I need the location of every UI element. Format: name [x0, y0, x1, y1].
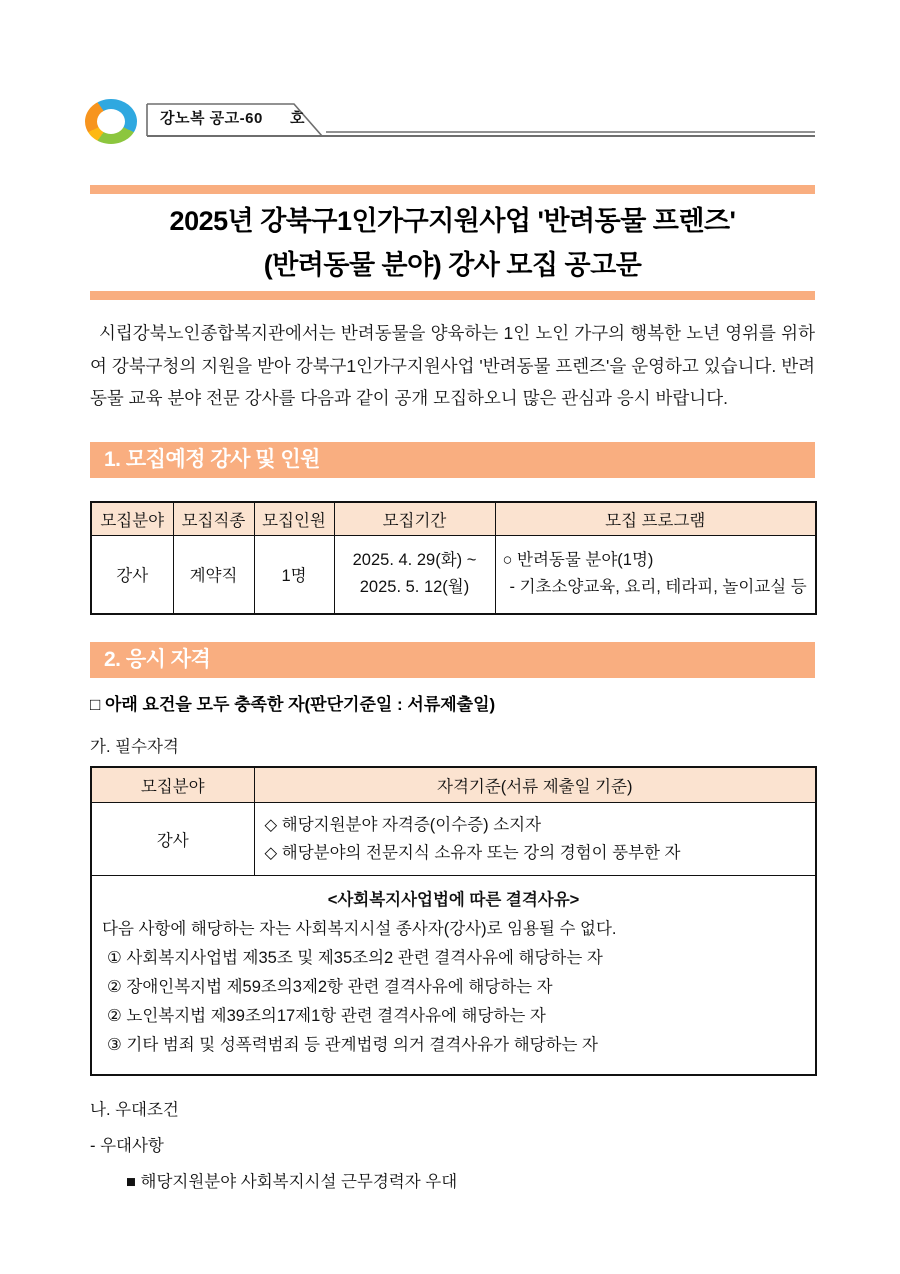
- disqualification-intro: 다음 사항에 해당하는 자는 사회복지시설 종사자(강사)로 임용될 수 없다.: [102, 920, 617, 938]
- sub-label-required: 가. 필수자격: [90, 737, 179, 756]
- cell-program: [495, 536, 816, 614]
- sub-label-preference: 나. 우대조건: [90, 1101, 179, 1119]
- disqualification-title: <사회복지사업법에 따른 결격사유>: [327, 891, 580, 909]
- criteria-item-1: ◇ 해당지원분야 자격증(이수증) 소지자: [264, 816, 542, 834]
- title-line-1: 2025년 강북구1인가구지원사업 '반려동물 프렌즈': [169, 206, 736, 236]
- criteria-item-2: ◇ 해당분야의 전문지식 소유자 또는 강의 경험이 풍부한 자: [264, 844, 681, 862]
- disqualification-cell: [91, 876, 816, 1076]
- disqualification-item-4: ③ 기타 범죄 및 성폭력범죄 등 관계법령 의거 결격사유가 해당하는 자: [107, 1036, 598, 1054]
- disqualification-item-3: ② 노인복지법 제39조의17제1항 관련 결격사유에 해당하는 자: [107, 1007, 546, 1025]
- cell-headcount: 1명: [254, 536, 334, 614]
- qual-cell-field: 강사: [91, 803, 254, 876]
- section1-heading: 1. 모집예정 강사 및 인원: [90, 442, 815, 478]
- title-bottom-bar: [90, 291, 815, 300]
- qualification-data-row: [91, 803, 816, 876]
- recruitment-table-data-row: [91, 536, 816, 614]
- qualification-table: [90, 766, 817, 1077]
- title-lines: [90, 194, 815, 291]
- qual-col-header-criteria: 자격기준(서류 제출일 기준): [254, 767, 816, 803]
- preference-item: ■ 해당지원분야 사회복지시설 근무경력자 우대: [126, 1173, 458, 1191]
- disqualification-item-1: ① 사회복지사업법 제35조 및 제35조의2 관련 결격사유에 해당하는 자: [107, 949, 603, 967]
- preference-label: - 우대사항: [90, 1137, 164, 1155]
- col-header-program: 모집 프로그램: [495, 502, 816, 536]
- qual-col-header-field: 모집분야: [91, 767, 254, 803]
- period-line-1: 2025. 4. 29(화) ~: [352, 551, 477, 570]
- col-header-headcount: 모집인원: [254, 502, 334, 536]
- disqualification-row: [91, 876, 816, 1076]
- period-line-2: 2025. 5. 12(월): [359, 578, 470, 597]
- cell-job-type: 계약직: [173, 536, 254, 614]
- col-header-field: 모집분야: [91, 502, 173, 536]
- col-header-period: 모집기간: [334, 502, 495, 536]
- requirement-note: □ 아래 요건을 모두 충족한 자(판단기준일 : 서류제출일): [90, 694, 496, 714]
- cell-period: [334, 536, 495, 614]
- col-header-job-type: 모집직종: [173, 502, 254, 536]
- title-top-bar: [90, 185, 815, 194]
- disqualification-item-2: ② 장애인복지법 제59조의3제2항 관련 결격사유에 해당하는 자: [107, 978, 553, 996]
- document-body: [90, 185, 815, 1192]
- qual-cell-criteria: [254, 803, 816, 876]
- qualification-header-row: [91, 767, 816, 803]
- document-header: [85, 96, 815, 146]
- program-line-1: ○ 반려동물 분야(1명): [502, 551, 654, 570]
- cell-field: 강사: [91, 536, 173, 614]
- intro-paragraph: 시립강북노인종합복지관에서는 반려동물을 양육하는 1인 노인 가구의 행복한 노년 영위를 위하여 강북구청의 지원을 받아 강북구1인가구지원사업 '반려동물 프렌즈'을 운영하고 있습니다. 반려동물 교육 분야 전문 강사를 다음과 같이 공개 모집하오니 많은 관심과 응시 바랍니다.: [90, 323, 815, 408]
- doc-number: 강노복 공고-60: [160, 110, 263, 127]
- title-block: [90, 185, 815, 300]
- section2-heading: 2. 응시 자격: [90, 642, 815, 678]
- program-line-2: - 기초소양교육, 요리, 테라피, 놀이교실 등: [509, 578, 807, 597]
- doc-number-suffix: 호: [290, 110, 305, 127]
- recruitment-table-header-row: [91, 502, 816, 536]
- title-line-2: (반려동물 분야) 강사 모집 공고문: [263, 250, 642, 280]
- recruitment-table: [90, 501, 817, 615]
